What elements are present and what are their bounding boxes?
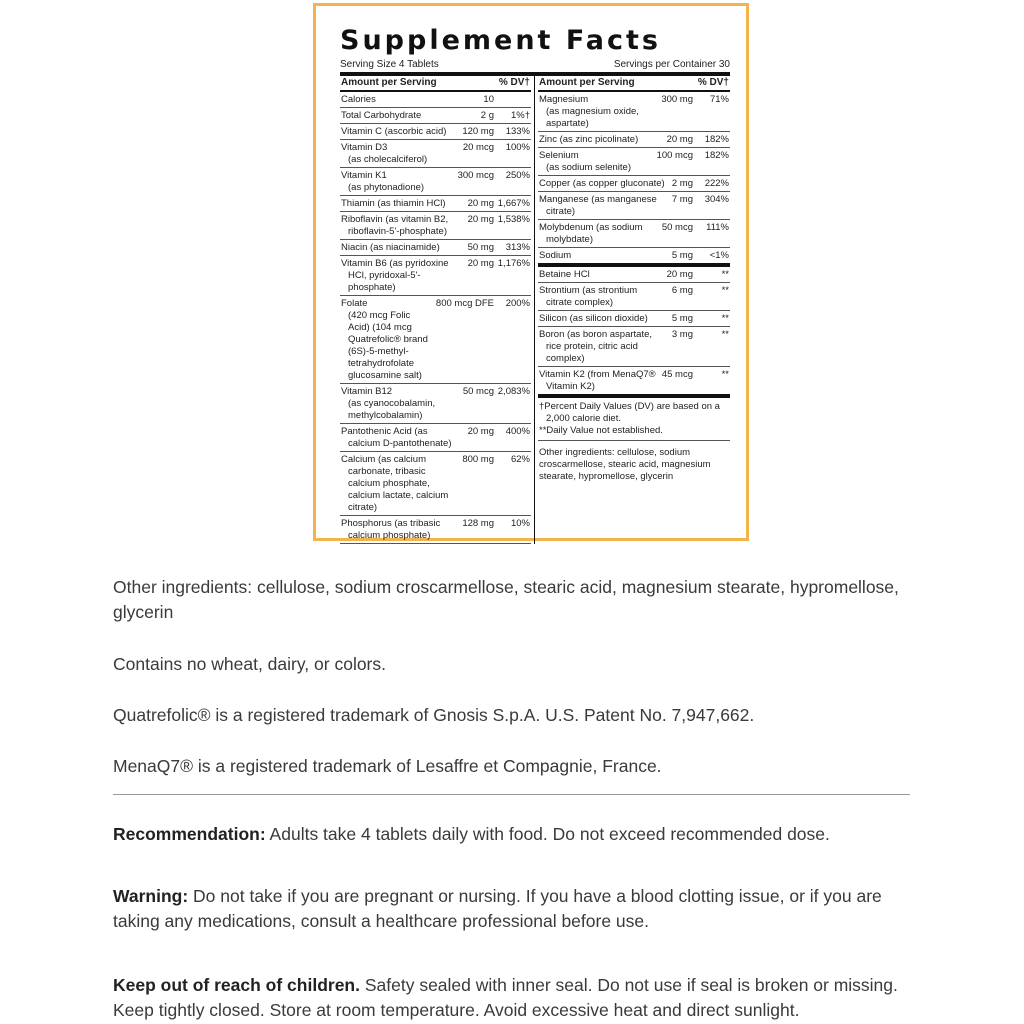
nutrient-name: Silicon (as silicon dioxide) (539, 313, 648, 324)
nutrient-dv: 304% (704, 194, 729, 205)
nutrient-name: Calcium (as calcium carbonate, tribasic calcium phosphate, calcium lactate, calcium citrate) (341, 454, 449, 513)
nutrient-name: Strontium (as strontium citrate complex) (539, 285, 638, 308)
nutrient-amount: 45 mcg (661, 369, 693, 380)
nutrient-name: Pantothenic Acid (as calcium D-pantothenate) (341, 426, 452, 449)
nutrient-name: Niacin (as niacinamide) (341, 242, 440, 253)
nutrient-dv: 182% (704, 134, 729, 145)
nutrient-amount: 20 mg (666, 134, 693, 145)
nutrient-name: Folate (420 mcg Folic Acid) (104 mcg Quatrefolic® brand (6S)-5-methyl-tetrahydrofolate glucosamine salt) (341, 298, 428, 381)
nutrient-amount: 800 mcg DFE (435, 298, 494, 309)
nutrient-dv: 71% (709, 94, 729, 105)
nutrient-name: Phosphorus (as tribasic calcium phosphate) (341, 518, 441, 541)
nutrient-row (538, 311, 730, 327)
nutrient-amount: 3 mg (671, 329, 693, 340)
nutrient-row (340, 296, 531, 384)
nutrient-dv: 400% (505, 426, 530, 437)
nutrient-name: Sodium (539, 250, 572, 261)
nutrient-amount: 50 mcg (462, 386, 494, 397)
nutrient-amount: 6 mg (671, 285, 693, 296)
nutrient-amount: 5 mg (671, 313, 693, 324)
nutrient-dv: 2,083% (497, 386, 530, 397)
nutrient-row (340, 240, 531, 256)
nutrient-row (538, 327, 730, 367)
warning-text: Warning: Do not take if you are pregnant or nursing. If you have a blood clotting issue, or if you are taking any medications, consult a healthcare professional before use. (113, 886, 882, 931)
nutrient-dv: ** (721, 369, 729, 380)
panel-other-ingredients: Other ingredients: cellulose, sodium croscarmellose, stearic acid, magnesium stearate, hypromellose, glycerin (539, 447, 711, 482)
nutrient-row (340, 196, 531, 212)
nutrient-name: Boron (as boron aspartate, rice protein, citric acid complex) (539, 329, 653, 364)
nutrient-row (538, 148, 730, 176)
nutrient-dv: ** (721, 269, 729, 280)
nutrient-dv: 1%† (510, 110, 530, 121)
nutrient-row (538, 92, 730, 132)
nutrient-dv: 111% (706, 222, 729, 233)
section-divider (113, 794, 910, 795)
nutrient-name: Thiamin (as thiamin HCl) (341, 198, 446, 209)
nutrient-dv: ** (721, 285, 729, 296)
nutrient-row (340, 516, 531, 544)
quatrefolic-trademark-text: Quatrefolic® is a registered trademark of Gnosis S.p.A. U.S. Patent No. 7,947,662. (113, 705, 755, 725)
nutrient-amount: 5 mg (671, 250, 693, 261)
nutrient-amount: 20 mg (467, 426, 494, 437)
nutrient-row (340, 256, 531, 296)
nutrient-row (538, 132, 730, 148)
menaq7-trademark-text: MenaQ7® is a registered trademark of Lesaffre et Compagnie, France. (113, 756, 662, 776)
nutrient-name: Vitamin B12 (as cyanocobalamin, methylcobalamin) (341, 386, 436, 421)
nutrient-amount: 7 mg (671, 194, 693, 205)
nutrient-amount: 300 mcg (457, 170, 494, 181)
nutrient-name: Vitamin B6 (as pyridoxine HCl, pyridoxal-5'-phosphate) (341, 258, 449, 293)
nutrient-dv: ** (721, 329, 729, 340)
nutrient-amount: 20 mg (666, 269, 693, 280)
nutrient-dv: 133% (505, 126, 530, 137)
nutrient-row (340, 108, 531, 124)
nutrient-name: Vitamin C (ascorbic acid) (341, 126, 447, 137)
serving-size: Serving Size 4 Tablets (340, 59, 439, 70)
nutrient-dv: 182% (704, 150, 729, 161)
nutrient-dv: ** (721, 313, 729, 324)
nutrient-amount: 120 mg (462, 126, 494, 137)
nutrient-dv (496, 94, 530, 106)
nutrient-amount: 300 mg (661, 94, 693, 105)
nutrient-amount: 50 mcg (661, 222, 693, 233)
nutrient-amount: 800 mg (462, 454, 494, 465)
contains-text: Contains no wheat, dairy, or colors. (113, 654, 387, 674)
nutrient-amount: 50 mg (467, 242, 494, 253)
supplement-facts-panel (313, 3, 749, 541)
nutrient-dv: 313% (505, 242, 530, 253)
nutrient-name: Total Carbohydrate (341, 110, 422, 121)
nutrient-row (340, 168, 531, 196)
nutrient-row (538, 248, 730, 267)
nutrient-dv: 10% (510, 518, 530, 529)
nutrient-row (538, 367, 730, 398)
nutrient-row (538, 192, 730, 220)
storage-text: Keep out of reach of children. Safety sealed with inner seal. Do not use if seal is broken or missing. Keep tightly closed. Store at room temperature. Avoid excessive heat and direct sunlight. (113, 975, 898, 1020)
nutrient-dv: 62% (510, 454, 530, 465)
nutrient-amount: 2 g (480, 110, 494, 121)
nutrient-row (538, 283, 730, 311)
nutrient-row (340, 140, 531, 168)
nutrient-name: Vitamin D3 (as cholecalciferol) (341, 142, 428, 165)
nutrient-amount: 20 mg (467, 258, 494, 269)
nutrient-row (340, 384, 531, 424)
nutrient-row (340, 212, 531, 240)
nutrient-name: Riboflavin (as vitamin B2, riboflavin-5'-phosphate) (341, 214, 449, 237)
nutrient-dv: 1,538% (497, 214, 530, 225)
nutrient-dv: <1% (709, 250, 729, 261)
nutrient-dv: 1,667% (497, 198, 530, 209)
nutrient-dv: 1,176% (497, 258, 530, 269)
nutrient-name: Vitamin K1 (as phytonadione) (341, 170, 425, 193)
nutrient-amount: 20 mg (467, 214, 494, 225)
nutrient-dv: 250% (505, 170, 530, 181)
nutrient-row (340, 124, 531, 140)
nutrient-amount: 2 mg (671, 178, 693, 189)
nutrient-amount: 20 mg (467, 198, 494, 209)
other-ingredients-text: Other ingredients: cellulose, sodium croscarmellose, stearic acid, magnesium stearate, hypromellose, glycerin (113, 577, 899, 622)
nutrient-name: Manganese (as manganese citrate) (539, 194, 657, 217)
serving-info (340, 59, 730, 76)
servings-per-container: Servings per Container 30 (613, 59, 730, 70)
nutrient-amount: 128 mg (462, 518, 494, 529)
recommendation-text: Recommendation: Adults take 4 tablets daily with food. Do not exceed recommended dose. (113, 824, 830, 844)
nutrient-name: Molybdenum (as sodium molybdate) (539, 222, 643, 245)
nutrient-name: Selenium (as sodium selenite) (539, 150, 632, 173)
nutrient-row (340, 424, 531, 452)
nutrient-row (538, 176, 730, 192)
nutrient-name: Magnesium (as magnesium oxide, aspartate) (539, 94, 639, 129)
nutrient-dv: 200% (505, 298, 530, 309)
nutrient-row (340, 92, 531, 108)
nutrient-dv: 100% (505, 142, 530, 153)
nutrient-name: Betaine HCl (539, 269, 590, 280)
panel-title: Supplement Facts (340, 25, 661, 56)
nutrient-name: Zinc (as zinc picolinate) (539, 134, 639, 145)
column-header: Amount per Serving % DV† (538, 76, 730, 92)
nutrient-row (340, 452, 531, 516)
facts-column-left (340, 76, 535, 544)
column-header: Amount per Serving % DV† (340, 76, 531, 92)
nutrient-dv: 222% (704, 178, 729, 189)
facts-column-right (535, 76, 730, 544)
nutrient-name: Calories (341, 94, 376, 105)
nutrient-amount: 20 mcg (462, 142, 494, 153)
nutrient-name: Copper (as copper gluconate) (539, 178, 665, 189)
nutrient-amount: 10 (483, 94, 494, 105)
nutrient-amount: 100 mcg (656, 150, 693, 161)
dv-footnote: †Percent Daily Values (DV) are based on a 2,000 calorie diet. **Daily Value not established. (538, 398, 730, 441)
nutrient-row (538, 220, 730, 248)
nutrient-row (538, 267, 730, 283)
nutrient-name: Vitamin K2 (from MenaQ7® Vitamin K2) (539, 369, 656, 392)
